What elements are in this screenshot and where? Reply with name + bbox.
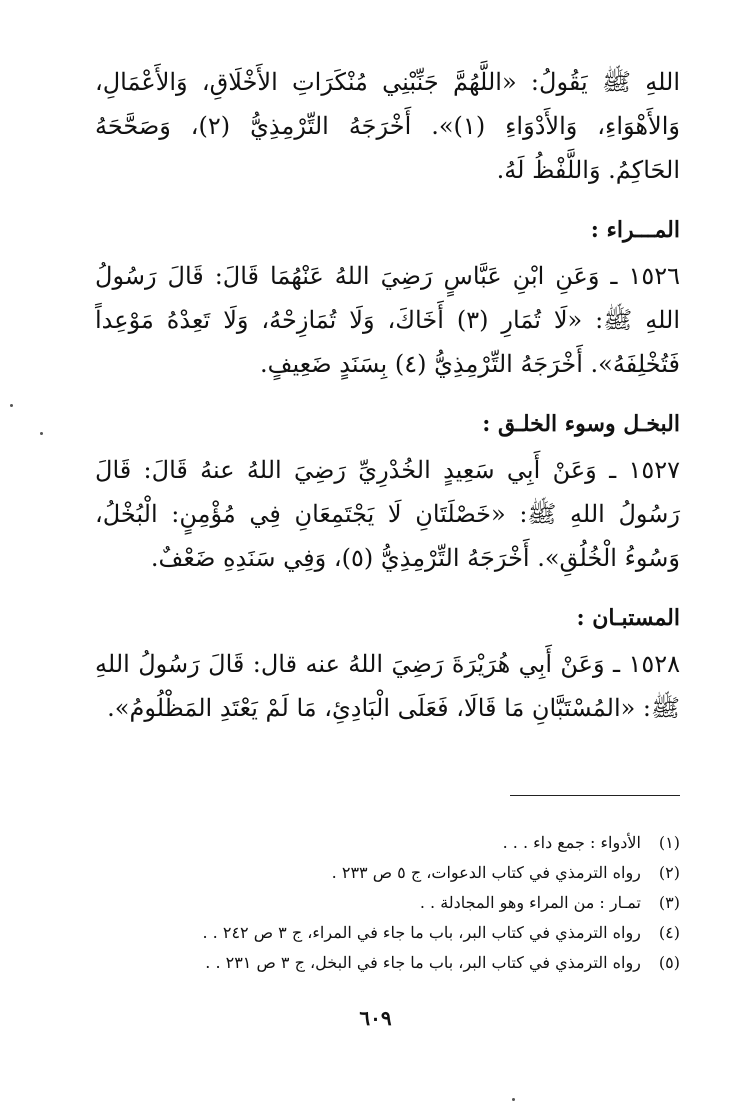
footnote-item xyxy=(180,948,680,978)
footnote-text: تمـار : من المراء وهو المجادلة . . xyxy=(419,893,641,912)
page-number: ٦٠٩ xyxy=(359,1006,392,1030)
footnote-text: رواه الترمذي في كتاب البر، باب ما جاء في البخل، ج ٣ ص ٢٣١ . . xyxy=(205,953,641,972)
intro-paragraph: اللهِ ﷺ يَقُولُ: «اللَّهُمَّ جَنِّبْنِي مُنْكَرَاتِ الأَخْلَاقِ، وَالأَعْمَالِ، وَالأَهْوَاءِ، وَالأَدْوَاءِ (١)». أَخْرَجَهُ التِّرْمِذِيُّ (٢)، وَصَحَّحَهُ الحَاكِمُ. وَاللَّفْظُ لَهُ. xyxy=(95,68,681,184)
footnote-item xyxy=(180,858,680,888)
footnote-divider xyxy=(510,795,680,796)
footnote-text: الأدواء : جمع داء . . . xyxy=(502,833,641,852)
footnote-text: رواه الترمذي في كتاب البر، باب ما جاء في المراء، ج ٣ ص ٢٤٢ . . xyxy=(202,923,641,942)
page-body xyxy=(95,60,680,730)
section-heading-mira: المـــراء : xyxy=(590,217,680,243)
scan-speck xyxy=(512,1098,515,1101)
hadith-1526: ١٥٢٦ ـ وَعَنِ ابْنِ عَبَّاسٍ رَضِيَ اللهُ عَنْهُمَا قَالَ: قَالَ رَسُولُ اللهِ ﷺ: «لَا تُمَارِ (٣) أَخَاكَ، وَلَا تُمَازِحْهُ، وَلَا تَعِدْهُ مَوْعِداً فَتُخْلِفَهُ». أَخْرَجَهُ التِّرْمِذِيُّ (٤) بِسَنَدٍ ضَعِيفٍ. xyxy=(95,262,680,378)
footnote-number: (٢) xyxy=(658,863,680,882)
footnote-item xyxy=(180,828,680,858)
section-heading-mustabban: المستبـان : xyxy=(576,605,680,631)
footnote-number: (٣) xyxy=(658,893,680,912)
footnote-number: (٥) xyxy=(658,953,680,972)
hadith-1528: ١٥٢٨ ـ وَعَنْ أَبِي هُرَيْرَةَ رَضِيَ اللهُ عنه قال: قَالَ رَسُولُ اللهِ ﷺ: «المُسْتَبَّانِ مَا قَالَا، فَعَلَى الْبَادِئِ، مَا لَمْ يَعْتَدِ المَظْلُومُ». xyxy=(95,650,680,722)
section-heading-bukhl: البخـل وسوء الخلـق : xyxy=(482,411,680,437)
footnote-number: (١) xyxy=(658,833,680,852)
hadith-1527: ١٥٢٧ ـ وَعَنْ أَبِي سَعِيدٍ الخُدْرِيِّ رَضِيَ اللهُ عنهُ قَالَ: قَالَ رَسُولُ اللهِ ﷺ: «خَصْلَتَانِ لَا يَجْتَمِعَانِ فِي مُؤْمِنٍ: الْبُخْلُ، وَسُوءُ الْخُلُقِ». أَخْرَجَهُ التِّرْمِذِيُّ (٥)، وَفِي سَنَدِهِ ضَعْفٌ. xyxy=(95,456,680,572)
scan-speck xyxy=(10,404,13,407)
footnote-text: رواه الترمذي في كتاب الدعوات، ج ٥ ص ٢٣٣ . xyxy=(331,863,641,882)
footnote-number: (٤) xyxy=(658,923,680,942)
footnotes xyxy=(180,828,680,978)
footnote-item xyxy=(180,918,680,948)
footnote-item xyxy=(180,888,680,918)
scan-speck xyxy=(40,432,43,435)
